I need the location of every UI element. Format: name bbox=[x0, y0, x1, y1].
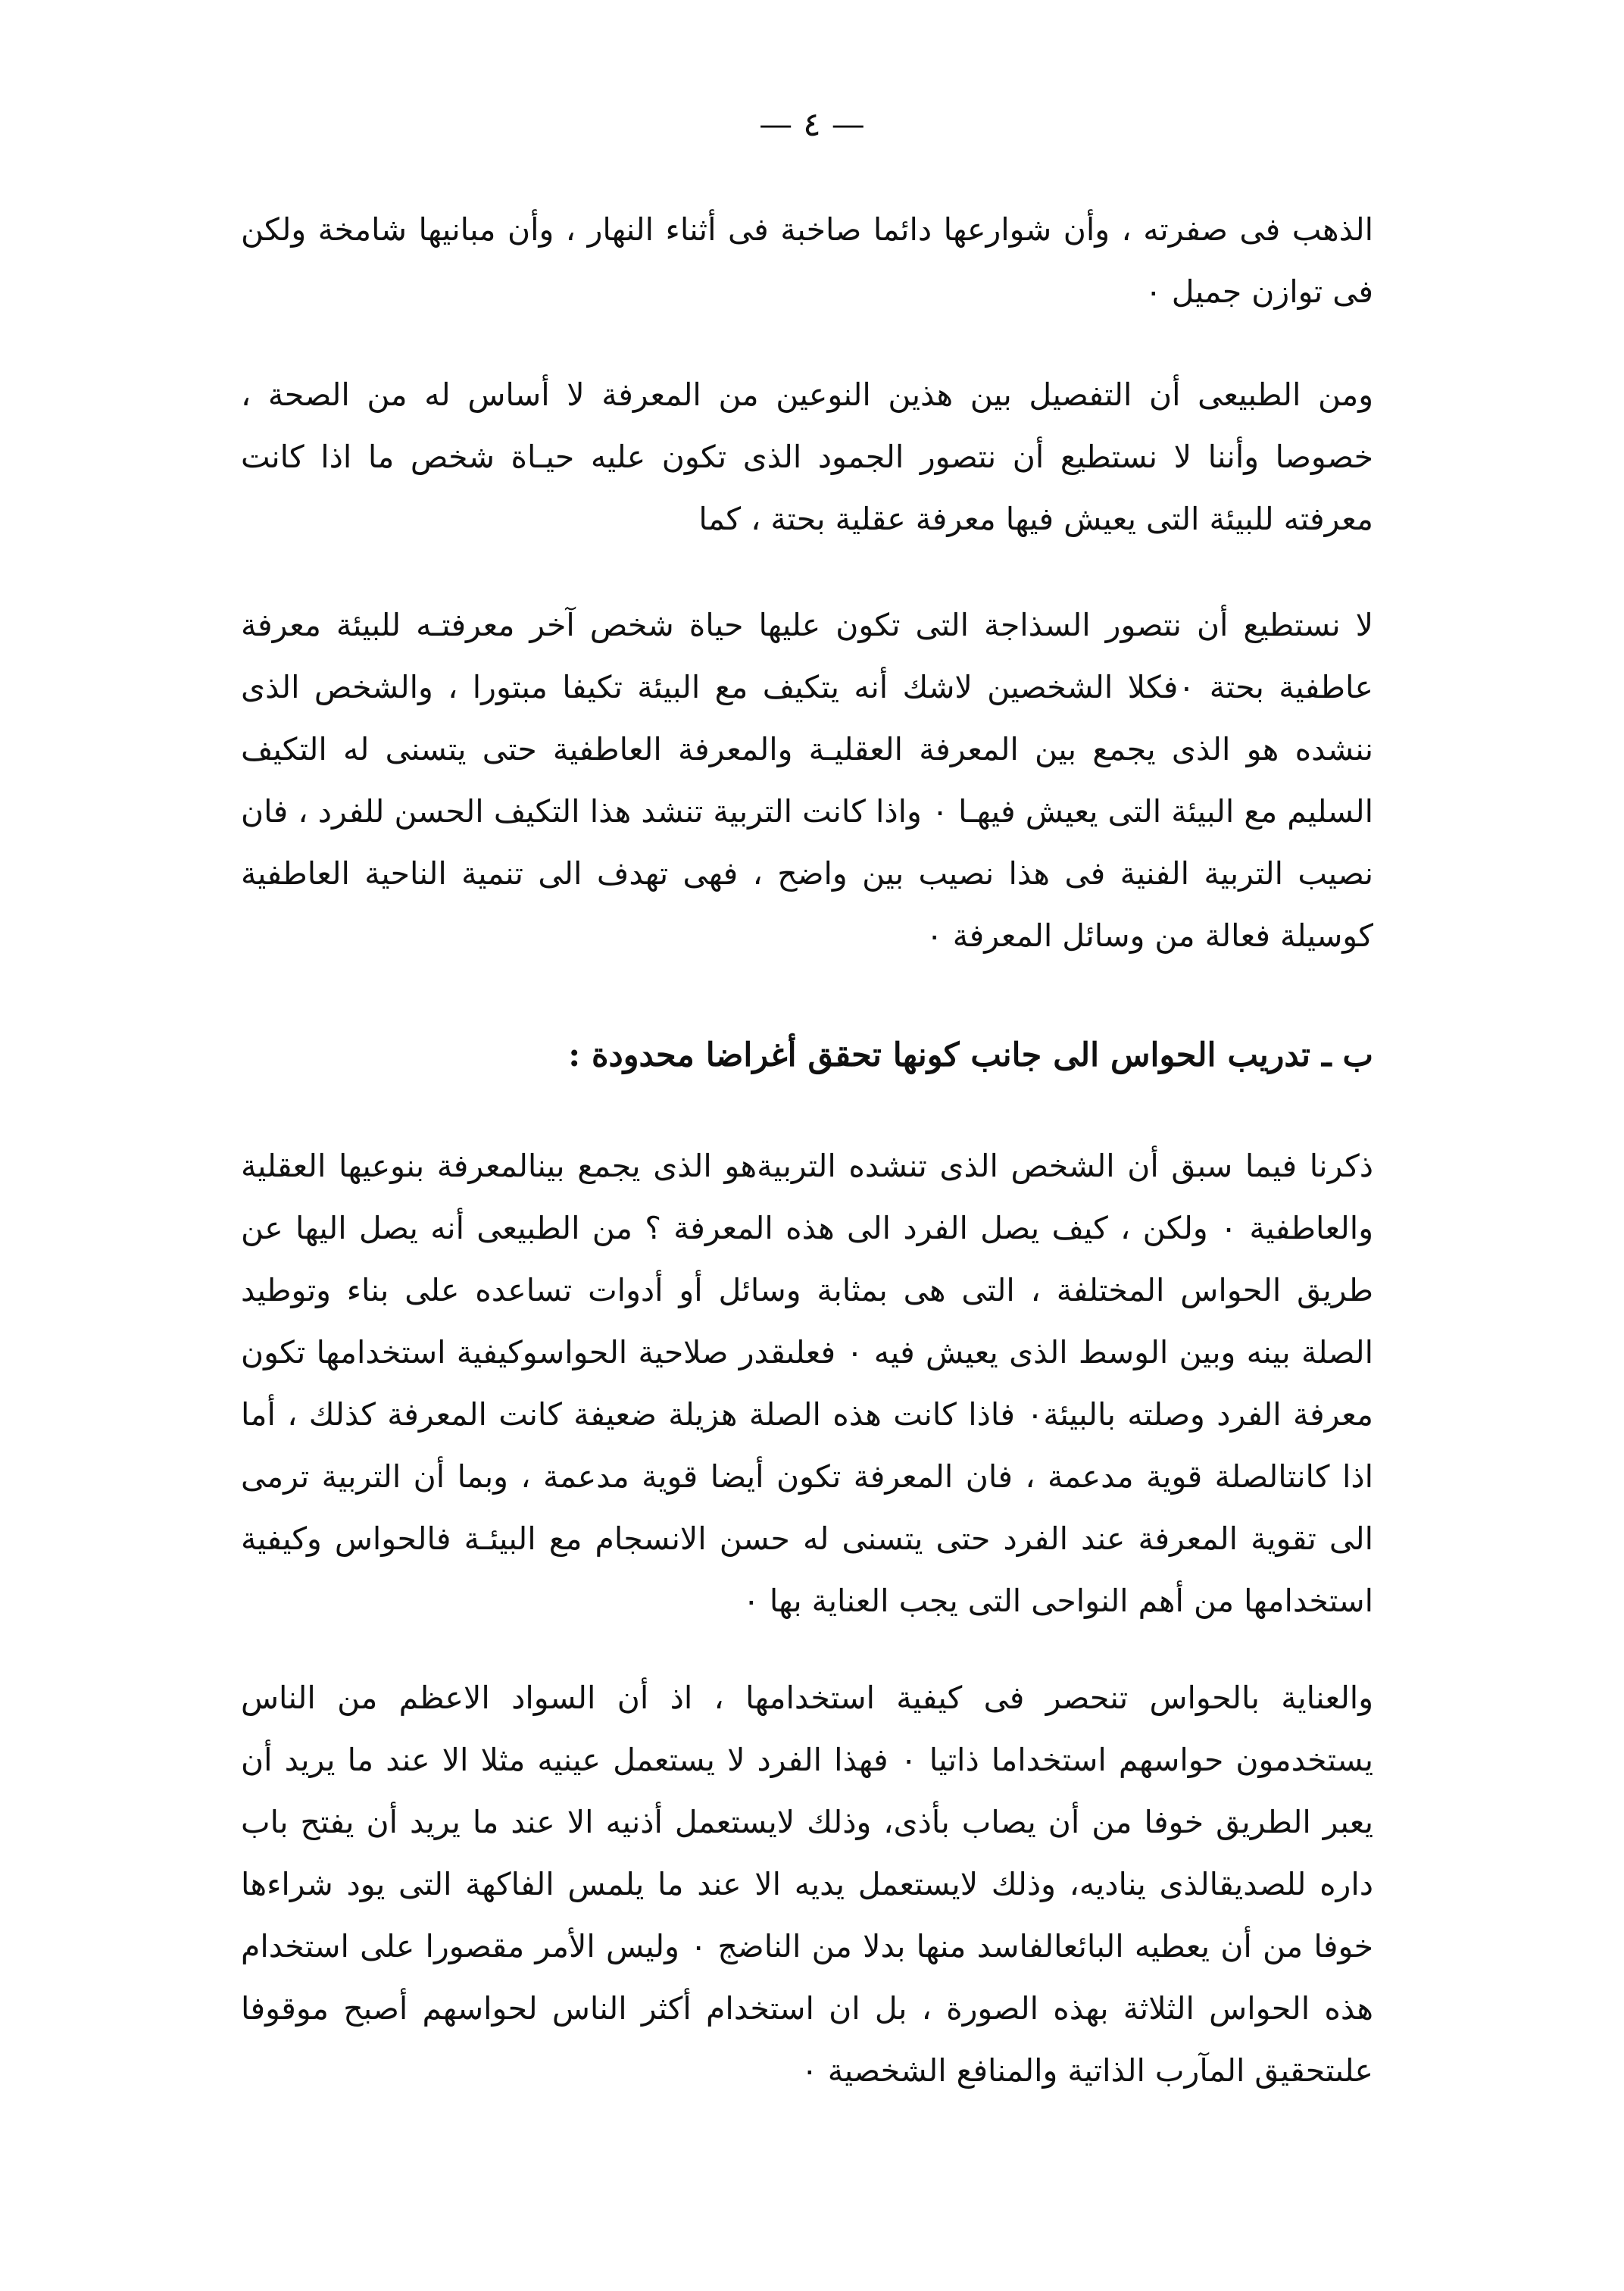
paragraph-knowledge-separation: ومن الطبيعى أن التفصيل بين هذين النوعين من المعرفة لا أساس له من الصحة ، خصوصا وأننا لا نستطيع أن نتصور الجمود الذى تكون عليه حيـاة شخص ما اذا كانت معرفته للبيئة التى يعيش فيها معرفة عقلية بحتة ، كما bbox=[241, 377, 1373, 537]
section-heading-senses-training: ب ـ تدريب الحواس الى جانب كونها تحقق أغراضا محدودة : bbox=[568, 1036, 1373, 1074]
paragraph-emotional-knowledge: لا نستطيع أن نتصور السذاجة التى تكون عليها حياة شخص آخر معرفتـه للبيئة معرفة عاطفية بحتة ٠فكلا الشخصين لاشك أنه يتكيف مع البيئة تكيفا مبتورا ، والشخص الذى ننشده هو الذى يجمع بين المعرفة العقليـة والمعرفة العاطفية حتى يتسنى له التكيف السليم مع البيئة التى يعيش فيهـا ٠ واذا كانت التربية تنشد هذا التكيف الحسن للفرد ، فان نصيب التربية الفنية فى هذا نصيب بين واضح ، فهى تهدف الى تنمية الناحية العاطفية كوسيلة فعالة من وسائل المعرفة ٠ bbox=[241, 607, 1373, 954]
paragraph-senses-care: والعناية بالحواس تنحصر فى كيفية استخدامها ، اذ أن السواد الاعظم من الناس يستخدمون حواسهم استخداما ذاتيا ٠ فهذا الفرد لا يستعمل عينيه مثلا الا عند ما يريد أن يعبر الطريق خوفا من أن يصاب بأذى، وذلك لايستعمل أذنيه الا عند ما يريد أن يفتح باب داره للصديقالذى يناديه، وذلك لايستعمل يديه الا عند ما يلمس الفاكهة التى يود شراءها خوفا من أن يعطيه البائعالفاسد منها بدلا من الناضج ٠ وليس الأمر مقصورا على استخدام هذه الحواس الثلاثة بهذه الصورة ، بل ان استخدام أكثر الناس لحواسهم أصبح موقوفا علىتحقيق المآرب الذاتية والمنافع الشخصية ٠ bbox=[241, 1680, 1373, 2089]
page-number: — ٤ — bbox=[759, 105, 865, 144]
paragraph-continuation: الذهب فى صفرته ، وأن شوارعها دائما صاخبة فى أثناء النهار ، وأن مبانيها شامخة ولكن فى توازن جميل ٠ bbox=[241, 211, 1373, 310]
paragraph-senses-knowledge: ذكرنا فيما سبق أن الشخص الذى تنشده التربيةهو الذى يجمع بينالمعرفة بنوعيها العقلية والعاطفية ٠ ولكن ، كيف يصل الفرد الى هذه المعرفة ؟ من الطبيعى أنه يصل اليها عن طريق الحواس المختلفة ، التى هى بمثابة وسائل أو أدوات تساعده على بناء وتوطيد الصلة بينه وبين الوسط الذى يعيش فيه ٠ فعلىقدر صلاحية الحواسوكيفية استخدامها تكون معرفة الفرد وصلته بالبيئة٠ فاذا كانت هذه الصلة هزيلة ضعيفة كانت المعرفة كذلك ، أما اذا كانتالصلة قوية مدعمة ، فان المعرفة تكون أيضا قوية مدعمة ، وبما أن التربية ترمى الى تقوية المعرفة عند الفرد حتى يتسنى له حسن الانسجام مع البيئـة فالحواس وكيفية استخدامها من أهم النواحى التى يجب العناية بها ٠ bbox=[241, 1148, 1374, 1619]
